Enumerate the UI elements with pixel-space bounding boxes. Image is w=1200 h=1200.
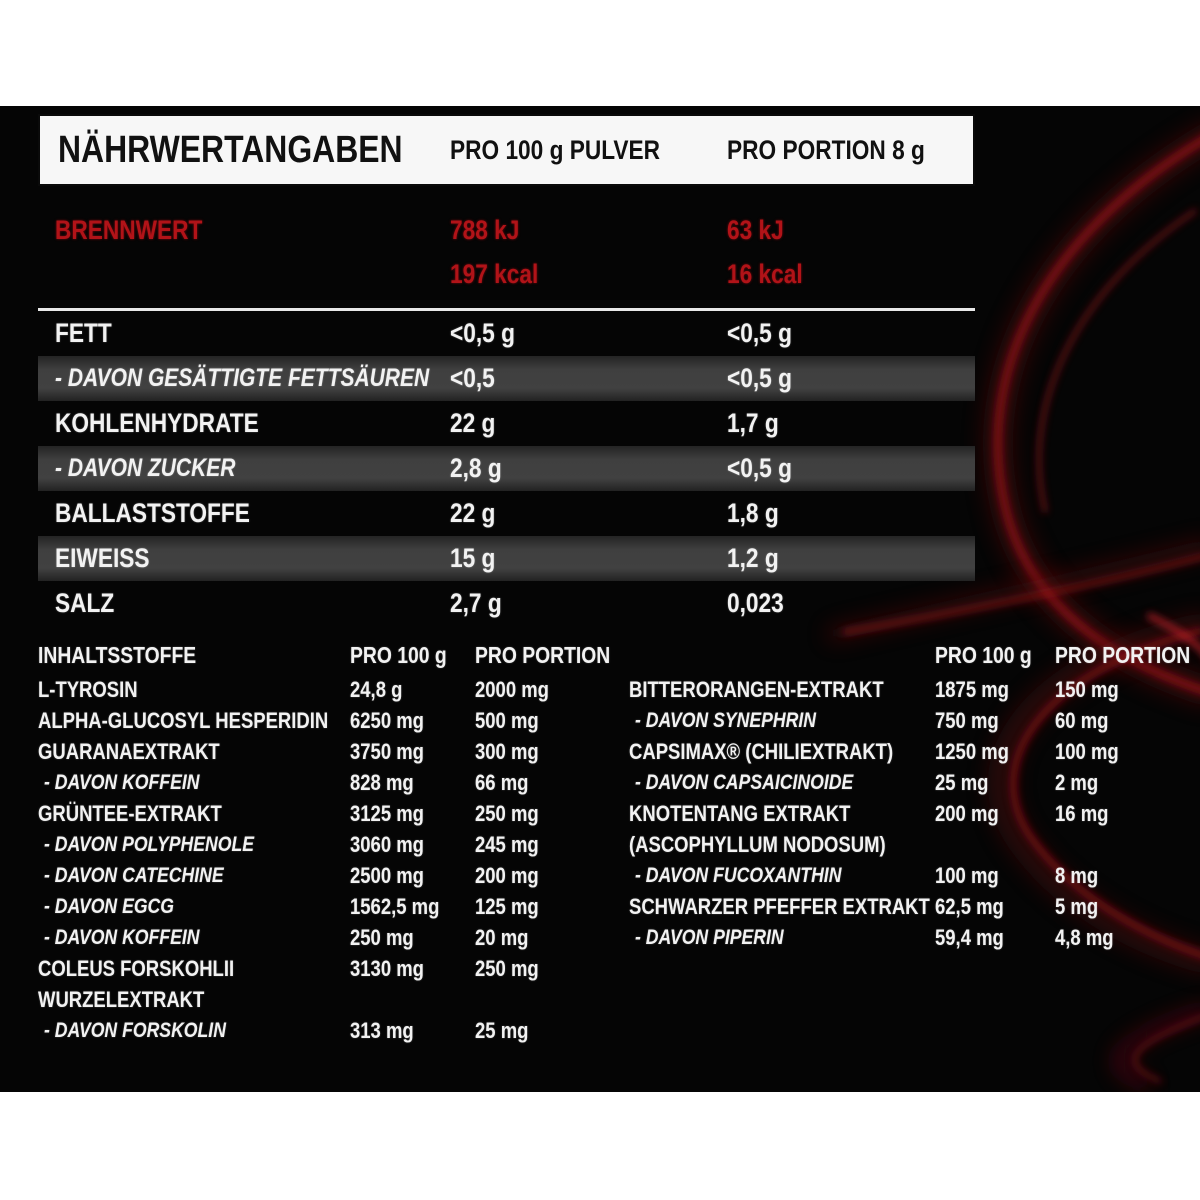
nutrient-portion-text: 1,8 g (727, 498, 779, 528)
ingredient-portion-text: 200 mg (475, 862, 539, 888)
nutrient-portion (727, 363, 975, 394)
ingredient-label (629, 677, 935, 703)
ingredient-portion (1055, 894, 1189, 920)
nutrient-row (38, 491, 975, 536)
ingredient-label (629, 832, 935, 858)
nutrient-portion-text: <0,5 g (727, 318, 792, 348)
ingredient-label (629, 801, 935, 827)
ingredient-label-text: L-TYROSIN (38, 676, 138, 702)
ingredient-row (38, 891, 613, 922)
ingredient-row (629, 736, 1189, 767)
ingredient-per100-text: 1250 mg (935, 738, 1009, 764)
nutrient-label-text: BALLASTSTOFFE (55, 498, 250, 528)
ingredient-portion-text: 2 mg (1055, 769, 1099, 795)
energy-row-kj (38, 212, 975, 248)
ingredient-label-text: - DAVON POLYPHENOLE (44, 832, 255, 856)
ingredient-label-text: - DAVON FUCOXANTHIN (635, 863, 842, 887)
nutrient-portion (727, 408, 975, 439)
ingredient-per100-text: 750 mg (935, 707, 999, 733)
ingredient-portion (1055, 832, 1189, 858)
nutrient-per100-text: 2,7 g (450, 588, 502, 618)
ingredient-portion (475, 770, 613, 796)
ingredient-portion-text: 250 mg (475, 800, 539, 826)
ingredient-portion-text: 25 mg (475, 1017, 529, 1043)
ingredient-per100 (350, 801, 475, 827)
nutrient-per100-text: 15 g (450, 543, 496, 573)
ingredient-portion (1055, 925, 1189, 951)
ingredient-row (629, 674, 1189, 705)
ingredients-header-portion-text: PRO PORTION (475, 641, 611, 668)
ingredient-label-text: - DAVON SYNEPHRIN (635, 708, 816, 732)
ingredient-row (38, 922, 613, 953)
nutrient-portion-text: 0,023 (727, 588, 784, 618)
energy-row-kcal (38, 256, 975, 292)
ingredient-label-text: GRÜNTEE-EXTRAKT (38, 800, 222, 826)
ingredients-header-name (38, 642, 350, 669)
nutrient-per100 (450, 498, 727, 529)
nutrition-title (38, 129, 450, 172)
nutrient-per100 (450, 363, 727, 394)
nutrient-label (38, 588, 450, 619)
ingredient-per100 (935, 925, 1055, 951)
ingredient-row (629, 891, 1189, 922)
ingredient-row (38, 674, 613, 705)
ingredient-label (38, 801, 350, 827)
column-header-per-100g-text: PRO 100 g PULVER (450, 134, 661, 165)
ingredient-portion-text: 100 mg (1055, 738, 1119, 764)
ingredient-label-text: - DAVON KOFFEIN (44, 925, 200, 949)
energy-kcal-per100-text: 197 kcal (450, 258, 539, 289)
energy-kj-portion-text: 63 kJ (727, 214, 784, 245)
ingredient-portion-text: 500 mg (475, 707, 539, 733)
ingredient-per100 (935, 770, 1055, 796)
ingredient-portion-text: 5 mg (1055, 893, 1099, 919)
nutrient-per100-text: 22 g (450, 408, 496, 438)
nutrient-label (38, 408, 450, 439)
ingredient-per100-text: 25 mg (935, 769, 989, 795)
nutrient-row (38, 536, 975, 581)
ingredient-label (38, 708, 350, 734)
ingredient-label-text: ALPHA-GLUCOSYL HESPERIDIN (38, 707, 329, 733)
ingredient-portion (475, 863, 613, 889)
ingredient-row (629, 829, 1189, 860)
energy-kj-per100 (450, 215, 727, 246)
ingredient-portion-text: 4,8 mg (1055, 924, 1114, 950)
ingredient-portion (1055, 801, 1189, 827)
nutrient-portion-text: <0,5 g (727, 363, 792, 393)
ingredient-row (38, 953, 613, 984)
nutrient-per100-text: 22 g (450, 498, 496, 528)
ingredient-row (38, 829, 613, 860)
ingredient-label-text: KNOTENTANG EXTRAKT (629, 800, 851, 826)
energy-label (38, 215, 450, 246)
ingredient-portion (475, 739, 613, 765)
ingredient-label (38, 677, 350, 703)
nutrient-portion (727, 588, 975, 619)
column-header-per-portion (727, 135, 975, 166)
ingredient-portion (1055, 863, 1189, 889)
ingredient-per100 (935, 832, 1055, 858)
ingredient-portion (475, 801, 613, 827)
ingredients-left-header (38, 636, 613, 674)
ingredient-per100 (350, 739, 475, 765)
ingredient-label (38, 926, 350, 950)
nutrient-row (38, 581, 975, 626)
ingredient-label (38, 1019, 350, 1043)
ingredient-portion-text: 8 mg (1055, 862, 1099, 888)
ingredient-per100-text: 3125 mg (350, 800, 424, 826)
nutrient-per100 (450, 543, 727, 574)
ingredient-portion (475, 677, 613, 703)
ingredient-per100 (935, 739, 1055, 765)
ingredient-portion (475, 956, 613, 982)
ingredient-per100 (350, 1018, 475, 1044)
ingredient-label-text: - DAVON FORSKOLIN (44, 1018, 226, 1042)
ingredient-row (38, 736, 613, 767)
ingredient-per100-text: 6250 mg (350, 707, 424, 733)
ingredient-per100 (350, 925, 475, 951)
ingredient-row (38, 984, 613, 1015)
ingredient-per100-text: 200 mg (935, 800, 999, 826)
nutrient-row (38, 311, 975, 356)
column-header-per-portion-text: PRO PORTION 8 g (727, 134, 925, 165)
ingredient-label-text: WURZELEXTRAKT (38, 986, 205, 1012)
nutrient-portion-text: <0,5 g (727, 453, 792, 483)
ingredient-per100 (350, 770, 475, 796)
ingredients-right-header-per100 (935, 642, 1055, 669)
energy-kcal-portion (727, 259, 975, 290)
ingredients-right-header-portion (1055, 642, 1200, 669)
ingredients-header-per100-text: PRO 100 g (350, 641, 447, 668)
ingredients-right-header (629, 636, 1189, 674)
nutrient-label-text: KOHLENHYDRATE (55, 408, 259, 438)
ingredient-label (629, 709, 935, 733)
ingredient-per100 (350, 956, 475, 982)
ingredients-header-name-text: INHALTSSTOFFE (38, 641, 197, 668)
ingredient-label-text: SCHWARZER PFEFFER EXTRAKT (629, 893, 930, 919)
ingredient-per100 (350, 987, 475, 1013)
ingredient-label-text: - DAVON PIPERIN (635, 925, 784, 949)
ingredient-portion (1055, 770, 1189, 796)
ingredient-per100-text: 3750 mg (350, 738, 424, 764)
ingredient-label (629, 894, 935, 920)
ingredient-portion-text: 20 mg (475, 924, 529, 950)
nutrient-portion (727, 543, 975, 574)
ingredient-portion-text: 250 mg (475, 955, 539, 981)
nutrient-label-text: - DAVON GESÄTTIGTE FETTSÄUREN (55, 364, 430, 392)
ingredient-portion-text: 300 mg (475, 738, 539, 764)
column-header-per-100g (450, 135, 727, 166)
ingredient-label (38, 771, 350, 795)
energy-kj-portion (727, 215, 975, 246)
ingredient-portion-text: 66 mg (475, 769, 529, 795)
nutrient-per100-text: <0,5 (450, 363, 495, 393)
ingredient-portion-text: 2000 mg (475, 676, 549, 702)
ingredient-portion-text: 125 mg (475, 893, 539, 919)
ingredient-per100-text: 1875 mg (935, 676, 1009, 702)
nutrient-per100 (450, 408, 727, 439)
ingredient-per100 (350, 677, 475, 703)
ingredients-right-header-per100-text: PRO 100 g (935, 641, 1032, 668)
ingredient-per100 (935, 894, 1055, 920)
ingredient-label (38, 739, 350, 765)
ingredient-portion (1055, 677, 1189, 703)
nutrient-portion-text: 1,7 g (727, 408, 779, 438)
ingredient-per100 (350, 894, 475, 920)
ingredient-portion-text: 150 mg (1055, 676, 1119, 702)
nutrition-table-panel (38, 114, 975, 626)
ingredients-header-portion (475, 642, 636, 669)
ingredient-per100 (935, 677, 1055, 703)
ingredient-label-text: COLEUS FORSKOHLII (38, 955, 235, 981)
ingredient-portion-text: 245 mg (475, 831, 539, 857)
ingredient-label-text: BITTERORANGEN-EXTRAKT (629, 676, 884, 702)
ingredient-label (629, 771, 935, 795)
ingredient-row (629, 705, 1189, 736)
nutrient-per100-text: 2,8 g (450, 453, 502, 483)
ingredient-portion (1055, 739, 1189, 765)
ingredient-portion (475, 708, 613, 734)
ingredient-label (38, 987, 350, 1013)
ingredient-label-text: - DAVON CATECHINE (44, 863, 224, 887)
nutrient-label-text: SALZ (55, 588, 115, 618)
ingredient-per100 (350, 832, 475, 858)
nutrient-portion (727, 453, 975, 484)
ingredient-row (38, 705, 613, 736)
ingredient-label-text: - DAVON KOFFEIN (44, 770, 200, 794)
ingredient-per100-text: 3060 mg (350, 831, 424, 857)
ingredient-label (629, 864, 935, 888)
ingredient-per100 (935, 708, 1055, 734)
nutrient-per100 (450, 588, 727, 619)
nutrient-label (38, 454, 450, 483)
ingredients-left-rows (38, 674, 613, 1046)
ingredient-per100 (350, 708, 475, 734)
ingredients-left-column (38, 636, 613, 1046)
nutrient-per100 (450, 318, 727, 349)
ingredient-label-text: - DAVON EGCG (44, 894, 175, 918)
ingredients-right-header-portion-text: PRO PORTION (1055, 641, 1191, 668)
nutrition-title-text: NÄHRWERTANGABEN (58, 128, 403, 171)
nutrient-row (38, 356, 975, 401)
ingredients-right-column (629, 636, 1189, 953)
nutrient-label-text: - DAVON ZUCKER (55, 454, 236, 482)
nutrient-row (38, 401, 975, 446)
ingredient-label (629, 739, 935, 765)
ingredient-per100-text: 24,8 g (350, 676, 403, 702)
ingredient-portion (475, 832, 613, 858)
ingredient-row (629, 798, 1189, 829)
energy-kj-per100-text: 788 kJ (450, 214, 520, 245)
energy-section (38, 212, 975, 292)
nutrition-header-bar (38, 114, 975, 186)
ingredient-per100-text: 250 mg (350, 924, 414, 950)
nutrient-label (38, 543, 450, 574)
ingredient-label-text: - DAVON CAPSAICINOIDE (635, 770, 854, 794)
ingredient-per100-text: 828 mg (350, 769, 414, 795)
ingredient-per100-text: 59,4 mg (935, 924, 1004, 950)
nutrient-portion-text: 1,2 g (727, 543, 779, 573)
ingredient-row (629, 767, 1189, 798)
ingredient-portion (475, 987, 613, 1013)
ingredient-row (38, 798, 613, 829)
nutrient-portion (727, 498, 975, 529)
ingredient-label (38, 895, 350, 919)
ingredient-row (629, 860, 1189, 891)
ingredient-label-text: GUARANAEXTRAKT (38, 738, 220, 764)
ingredient-row (629, 922, 1189, 953)
ingredient-portion-text: 60 mg (1055, 707, 1109, 733)
ingredient-label-text: CAPSIMAX® (CHILIEXTRAKT) (629, 738, 894, 764)
nutrient-row (38, 446, 975, 491)
ingredient-per100 (350, 863, 475, 889)
ingredient-portion-text: 16 mg (1055, 800, 1109, 826)
ingredient-row (38, 1015, 613, 1046)
energy-kcal-per100 (450, 259, 727, 290)
ingredient-row (38, 860, 613, 891)
ingredient-per100-text: 62,5 mg (935, 893, 1004, 919)
ingredient-label (38, 864, 350, 888)
nutrient-label (38, 364, 450, 393)
ingredient-per100-text: 3130 mg (350, 955, 424, 981)
ingredient-per100-text: 1562,5 mg (350, 893, 440, 919)
nutrient-label (38, 318, 450, 349)
ingredient-per100-text: 313 mg (350, 1017, 414, 1043)
ingredient-per100-text: 100 mg (935, 862, 999, 888)
ingredients-right-rows (629, 674, 1189, 953)
nutrient-label-text: FETT (55, 318, 112, 348)
ingredient-label (38, 956, 350, 982)
ingredient-row (38, 767, 613, 798)
ingredients-header-per100 (350, 642, 475, 669)
nutrient-label (38, 498, 450, 529)
energy-kcal-portion-text: 16 kcal (727, 258, 803, 289)
ingredient-portion (475, 894, 613, 920)
ingredient-per100 (935, 801, 1055, 827)
nutrient-per100-text: <0,5 g (450, 318, 515, 348)
ingredient-label (629, 926, 935, 950)
nutrient-rows (38, 311, 975, 626)
nutrient-portion (727, 318, 975, 349)
ingredient-portion (475, 925, 613, 951)
nutrient-label-text: EIWEISS (55, 543, 150, 573)
ingredient-per100 (935, 863, 1055, 889)
ingredient-label (38, 833, 350, 857)
energy-label-text: BRENNWERT (55, 214, 203, 245)
nutrient-per100 (450, 453, 727, 484)
ingredient-portion (1055, 708, 1189, 734)
ingredient-portion (475, 1018, 613, 1044)
ingredient-label-text: (ASCOPHYLLUM NODOSUM) (629, 831, 886, 857)
ingredient-per100-text: 2500 mg (350, 862, 424, 888)
